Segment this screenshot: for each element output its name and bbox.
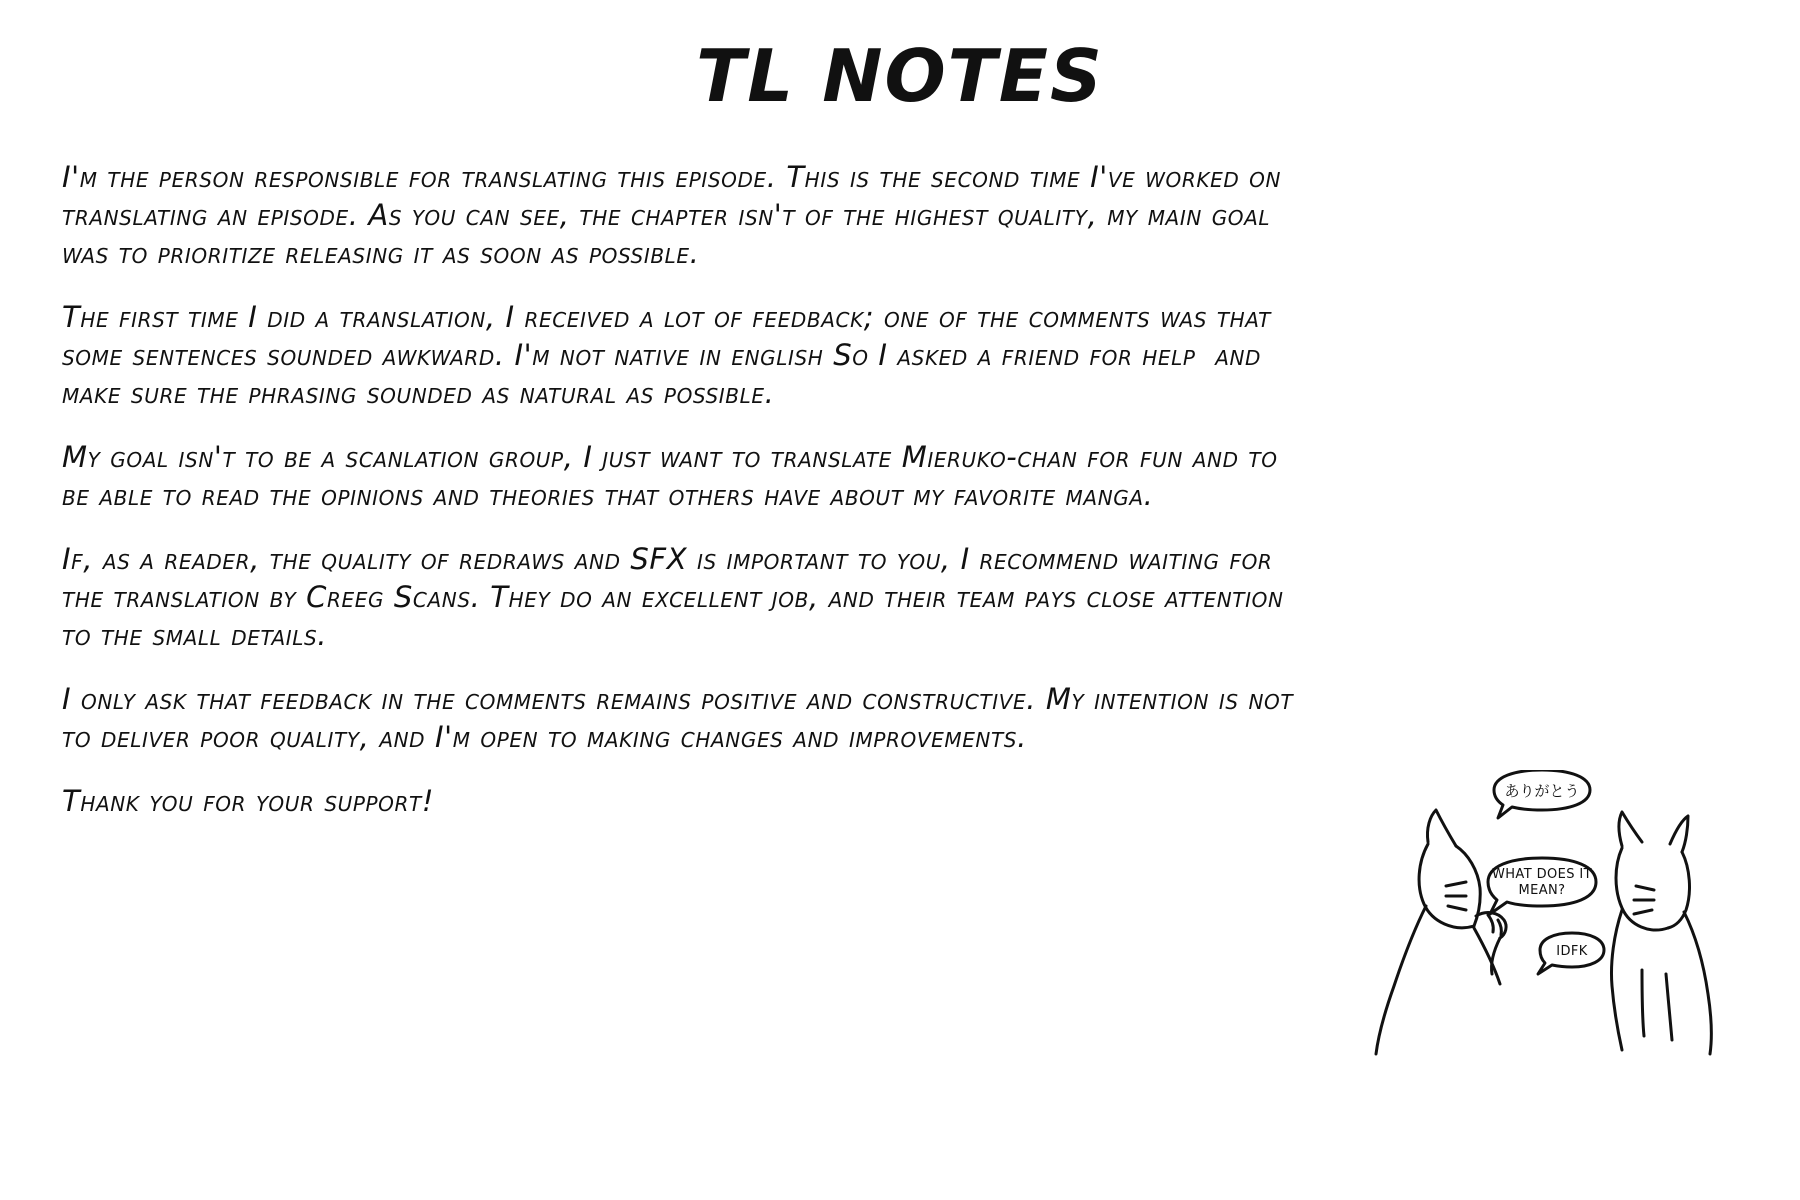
page-title: TL NOTES (696, 34, 1104, 118)
paragraph-1: I'm the person responsible for translating this episode. This is the second time I've worked on translating an episode. As you can see, the chapter isn't of the highest quality, my main goal was to prioritize releasing it as soon as possible. (62, 160, 1291, 270)
paragraph-2: The first time I did a translation, I received a lot of feedback; one of the comments was that some sentences sounded awkward. I'm not native in english So I asked a friend for help and make sure the phrasing sounded as natural as possible. (62, 300, 1281, 410)
right-cat-figure (1611, 812, 1711, 1054)
bubble-mean-line1: WHAT DOES IT (1491, 867, 1593, 882)
bubble-thanks-text: ありがとう (1504, 782, 1580, 800)
bubble-idfk-text: IDFK (1556, 944, 1588, 959)
notes-body (62, 158, 1312, 820)
bubble-mean-line2: MEAN? (1518, 883, 1566, 898)
paragraph-6: Thank you for your support! (62, 784, 435, 818)
left-cat-figure (1376, 810, 1506, 1054)
cats-illustration (1370, 770, 1750, 1150)
paragraph-3: My goal isn't to be a scanlation group, I just want to translate Mieruko-chan for fun and to be able to read the opinions and theories that others have about my favorite manga. (62, 440, 1288, 512)
paragraph-5: I only ask that feedback in the comments remains positive and constructive. My intention is not to deliver poor quality, and I'm open to making changes and improvements. (62, 682, 1304, 754)
paragraph-4: If, as a reader, the quality of redraws and SFX is important to you, I recommend waiting for the translation by Creeg Scans. They do an excellent job, and their team pays close attention to the small details. (62, 542, 1294, 652)
